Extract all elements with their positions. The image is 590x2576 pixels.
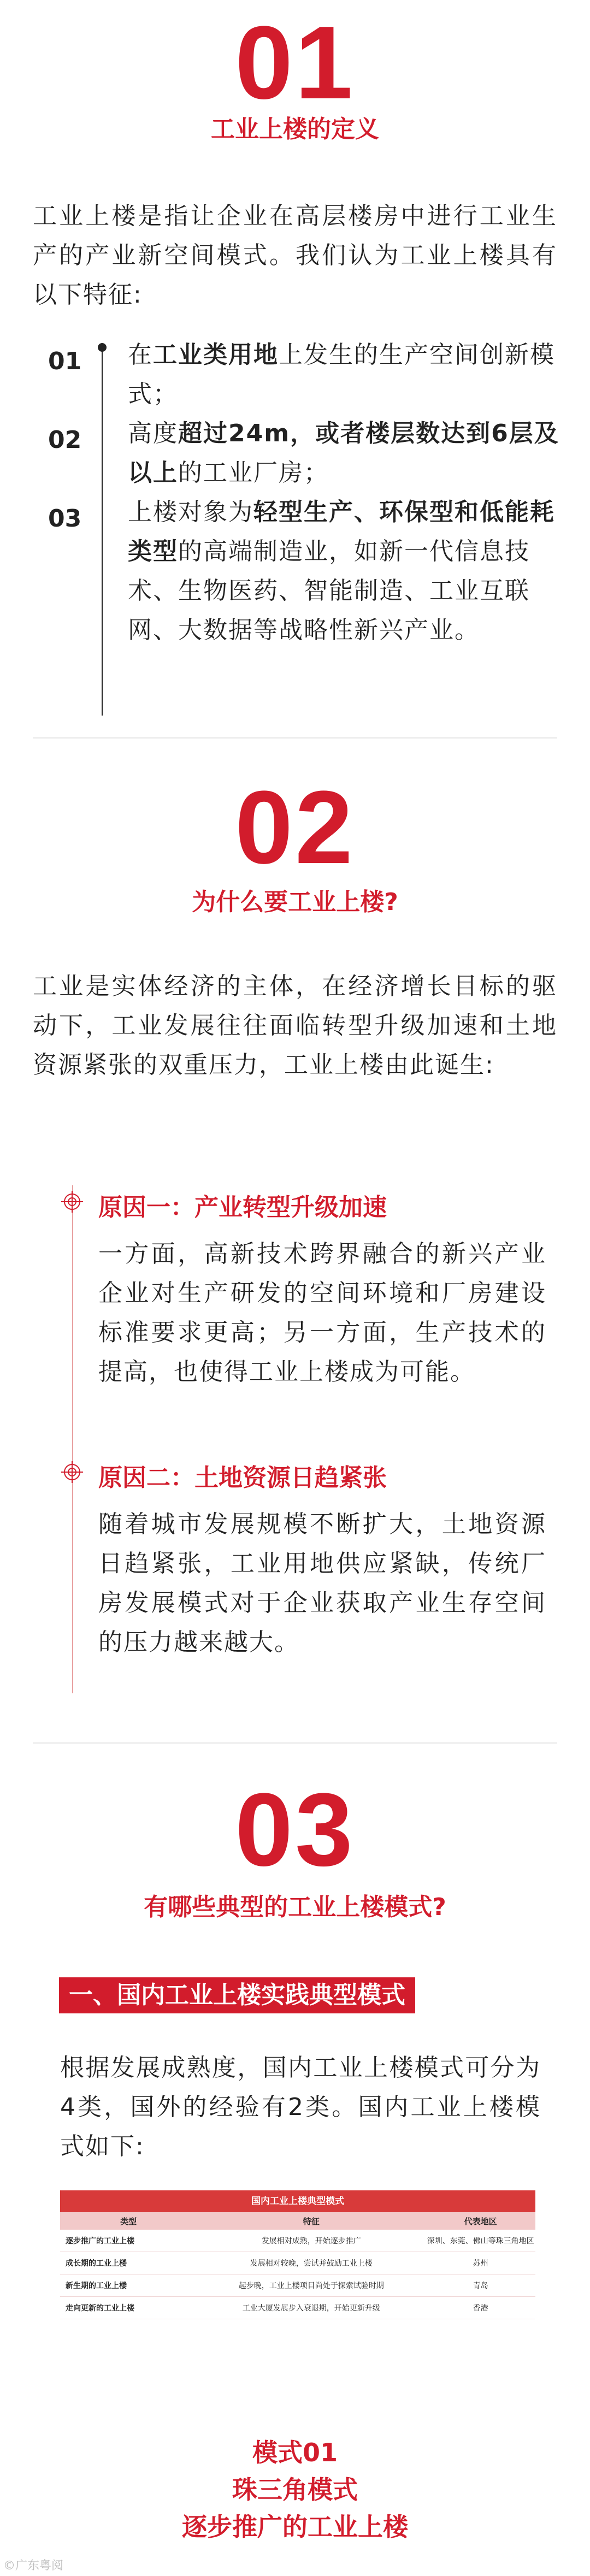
table-cell: 青岛: [426, 2274, 535, 2297]
model-label: 模式01: [252, 2438, 338, 2467]
section-divider: [33, 737, 557, 738]
table-cell: 起步晚，工业上楼项目尚处于探索试验时期: [197, 2274, 426, 2297]
models-paragraph: 根据发展成熟度，国内工业上楼模式可分为4类，国外的经验有2类。国内工业上楼模式如下:: [60, 2054, 541, 2160]
table-cell: 发展相对成熟，开始逐步推广: [197, 2230, 426, 2252]
table-row: [60, 2297, 535, 2319]
reason-two-title: 原因二：土地资源日趋紧张: [98, 1464, 387, 1492]
domestic-models-table: [60, 2212, 535, 2319]
feature-number: 03: [48, 505, 82, 533]
feature-timeline: [102, 344, 103, 716]
feature-item: 高度超过24m，或者楼层数达到6层及以上的工业厂房；: [128, 420, 559, 487]
feature-number: 01: [48, 347, 82, 375]
table-header: 类型: [60, 2212, 197, 2230]
table-row: [60, 2252, 535, 2274]
table-row: [60, 2274, 535, 2297]
table-cell: 新生期的工业上楼: [60, 2274, 197, 2297]
domestic-models-heading: 一、国内工业上楼实践典型模式: [59, 1977, 415, 2013]
feature-item: 在工业类用地上发生的生产空间创新模式；: [128, 341, 555, 408]
table-caption: 国内工业上楼典型模式: [60, 2190, 535, 2212]
feature-dot: [98, 343, 107, 352]
table-header: 特征: [197, 2212, 426, 2230]
crosshair-icon: [61, 1461, 83, 1483]
reason-one-text: 一方面，高新技术跨界融合的新兴产业企业对生产研发的空间环境和厂房建设标准要求更高；另一方面，生产技术的提高，也使得工业上楼成为可能。: [98, 1240, 546, 1386]
model-name: 珠三角模式: [232, 2475, 358, 2504]
definition-paragraph: 工业上楼是指让企业在高层楼房中进行工业生产的产业新空间模式。我们认为工业上楼具有以下特征:: [33, 202, 557, 309]
table-cell: 发展相对较晚，尝试并鼓励工业上楼: [197, 2252, 426, 2274]
reason-two-text: 随着城市发展规模不断扩大，土地资源日趋紧张，工业用地供应紧缺，传统厂房发展模式对于企业获取产业生存空间的压力越来越大。: [98, 1510, 546, 1656]
table-row: [60, 2230, 535, 2252]
table-cell: 深圳、东莞、佛山等珠三角地区: [426, 2230, 535, 2252]
section-divider: [33, 1742, 557, 1744]
why-paragraph: 工业是实体经济的主体，在经济增长目标的驱动下，工业发展往往面临转型升级加速和土地资源紧张的双重压力，工业上楼由此诞生:: [33, 972, 557, 1079]
section-title-definition: 工业上楼的定义: [211, 115, 379, 143]
section-number-03: 03: [235, 1772, 355, 1888]
table-cell: 工业大厦发展步入衰退期，开始更新升级: [197, 2297, 426, 2319]
reasons-timeline: [72, 1185, 73, 1693]
table-cell: 香港: [426, 2297, 535, 2319]
table-cell: 苏州: [426, 2252, 535, 2274]
table-header: 代表地区: [426, 2212, 535, 2230]
watermark: ©广东粤阅: [3, 2559, 64, 2573]
feature-number: 02: [48, 426, 82, 454]
section-number-01: 01: [235, 5, 355, 121]
model-description: 逐步推广的工业上楼: [182, 2512, 408, 2542]
section-number-02: 02: [235, 770, 355, 885]
crosshair-icon: [61, 1191, 83, 1213]
reason-one-title: 原因一：产业转型升级加速: [98, 1194, 387, 1221]
table-cell: 走向更新的工业上楼: [60, 2297, 197, 2319]
feature-item: 上楼对象为轻型生产、环保型和低能耗类型的高端制造业，如新一代信息技术、生物医药、智能制造、工业互联网、大数据等战略性新兴产业。: [128, 498, 555, 644]
section-title-why: 为什么要工业上楼?: [192, 888, 398, 916]
table-cell: 成长期的工业上楼: [60, 2252, 197, 2274]
table-cell: 逐步推广的工业上楼: [60, 2230, 197, 2252]
section-title-models: 有哪些典型的工业上楼模式?: [144, 1893, 446, 1921]
